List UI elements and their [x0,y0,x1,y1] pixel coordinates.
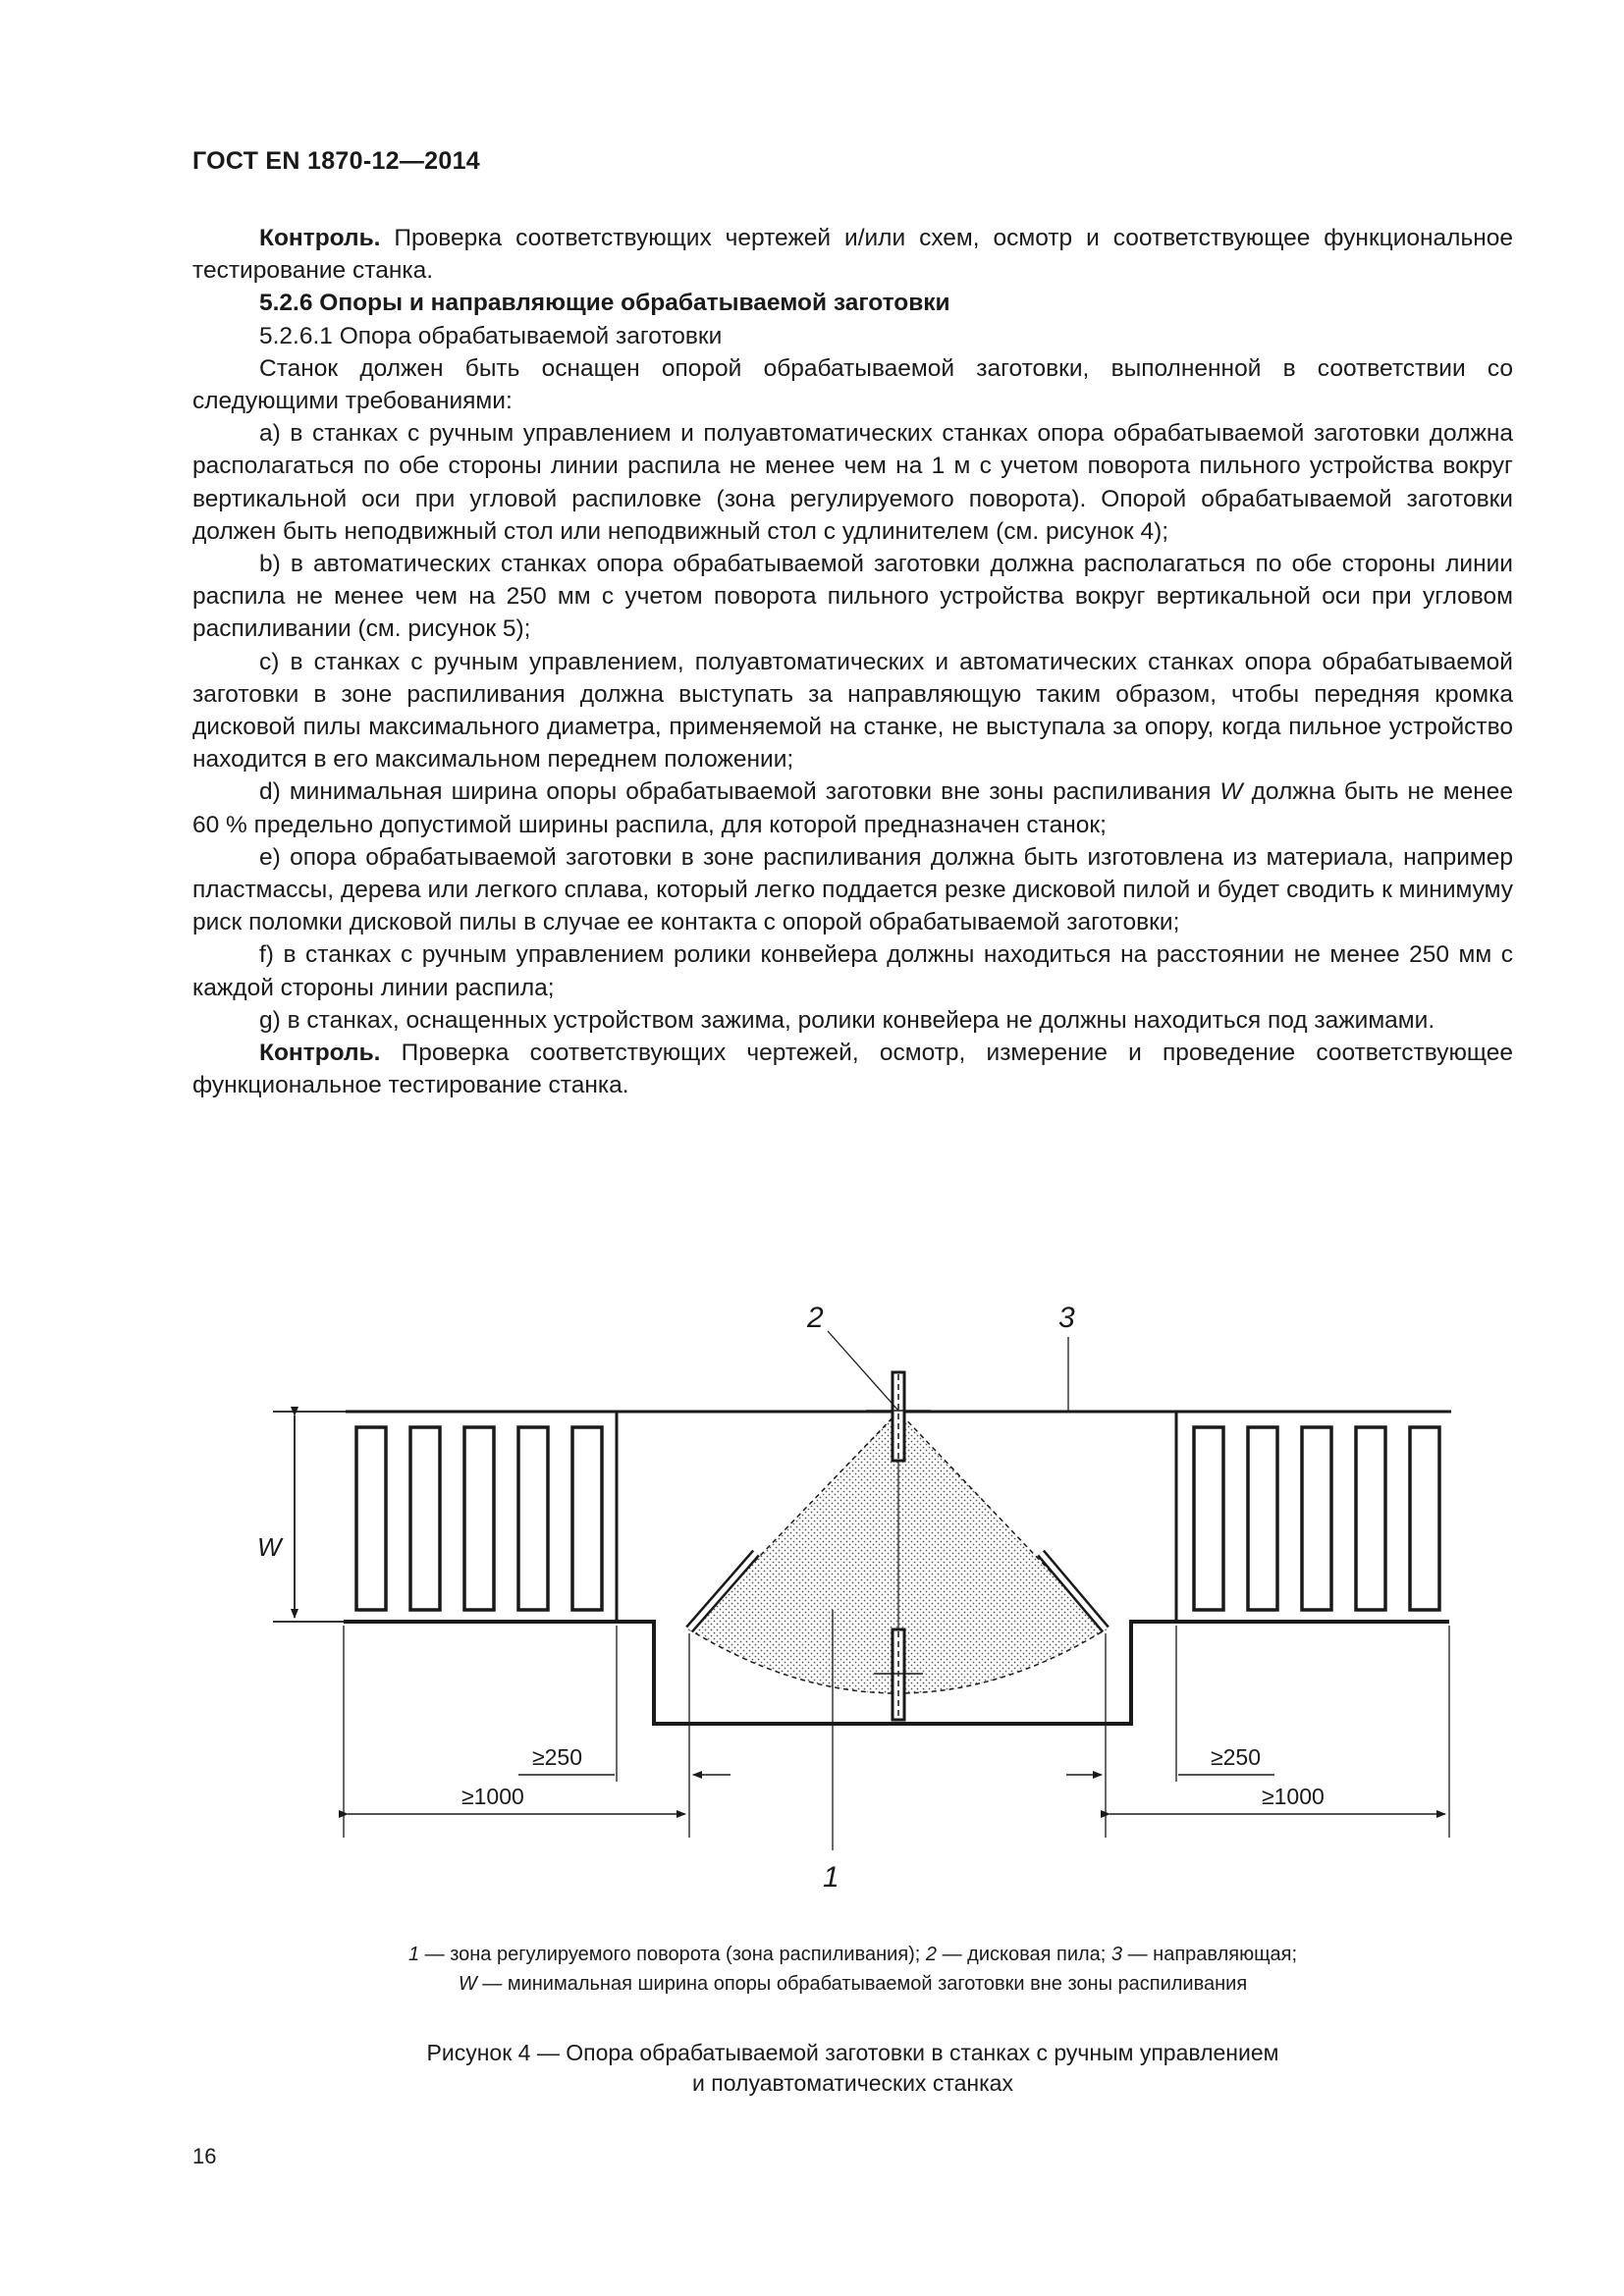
w-dimension [273,1412,346,1622]
item-d-w: W [1219,778,1243,806]
label-2: 2 [807,1302,824,1334]
control-text-2: Проверка соответствующих чертежей, осмотр, измерение и проведение соответствующее функциональное тестирование станка. [192,1040,1513,1099]
list-item-e: e) опора обрабатываемой заготовки в зоне распиливания должна быть изготовлена из материала, например пластмассы, дерева или легкого сплава, который легко поддается резке дисковой пилой и будет сводить к минимуму риск поломки дисковой пилы в случае ее контакта с опорой обрабатываемой заготовки; [192,843,1513,936]
figure-4-diagram [0,1276,1624,1924]
dim-1000-left: ≥1000 [461,1784,524,1809]
legend-text-1: — зона регулируемого поворота (зона распиливания); [419,1944,926,1965]
section-heading-5-2-6: 5.2.6 Опоры и направляющие обрабатываемой заготовки [259,290,950,317]
legend-num-2: 2 [925,1944,938,1965]
dim-1000-right: ≥1000 [1262,1784,1325,1809]
list-item-d [192,775,1513,840]
control-label-2: Контроль. [259,1040,381,1067]
caption-line-2: и полуавтоматических станках [692,2070,1013,2096]
figure-caption [192,2038,1513,2099]
caption-line-1: Рисунок 4 — Опора обрабатываемой заготовки в станках с ручным управлением [426,2040,1279,2065]
legend-line-2 [192,1969,1513,1999]
paragraph-control-1 [192,222,1513,287]
legend-text-3: — направляющая; [1122,1944,1298,1965]
page-number: 16 [192,2144,217,2168]
list-item-g: g) в станках, оснащенных устройством зажима, ролики конвейера не должны находиться под зажимами. [259,1006,1435,1034]
list-item-b: b) в автоматических станках опора обрабатываемой заготовки должна располагаться по обе стороны линии распила не менее чем на 250 мм с учетом поворота пильного устройства вокруг вертикальной оси при угловом распиливании (см. рисунок 5); [192,551,1513,643]
label-1: 1 [823,1861,839,1894]
figure-legend [192,1940,1513,1999]
legend-text-w: — минимальная ширина опоры обрабатываемой заготовки вне зоны распиливания [476,1973,1248,1995]
paragraph-control-2 [192,1037,1513,1101]
body-text [192,222,1513,1101]
control-label: Контроль. [259,225,381,251]
list-item-a: a) в станках с ручным управлением и полуавтоматических станках опора обрабатываемой заготовки должна располагаться по обе стороны линии распила не менее чем на 1 м с учетом поворота пильного устройства вокруг вертикальной оси при угловой распиловке (зона регулируемого поворота). Опорой обрабатываемой заготовки должен быть неподвижный стол или неподвижный стол с удлинителем (см. рисунок 4); [192,420,1513,545]
item-d-post: должна быть не менее 60 % предельно допустимой ширины распила, для которой предназначен станок; [192,778,1513,838]
roller-conveyor-left [356,1427,602,1610]
item-d-pre: d) минимальная ширина опоры обрабатываемой заготовки вне зоны распиливания [259,778,1220,806]
label-3: 3 [1058,1302,1075,1334]
list-item-c: c) в станках с ручным управлением, полуавтоматических и автоматических станках опора обрабатываемой заготовки в зоне распиливания должна выступать за направляющую таким образом, чтобы передняя кромка дисковой пилы максимального диаметра, применяемой на станке, не выступала за опору, когда пильное устройство находится в его максимальном переднем положении; [192,648,1513,774]
paragraph-intro: Станок должен быть оснащен опорой обрабатываемой заготовки, выполненной в соответствии со следующими требованиями: [192,354,1513,415]
document-header: ГОСТ EN 1870-12—2014 [192,147,480,175]
dim-250-right: ≥250 [1211,1744,1261,1770]
control-text: Проверка соответствующих чертежей и/или схем, осмотр и соответствующее функциональное тестирование станка. [192,225,1513,285]
legend-num-3: 3 [1110,1944,1123,1965]
label-w: W [257,1532,282,1562]
legend-num-1: 1 [407,1944,420,1965]
list-item-f: f) в станках с ручным управлением ролики конвейера должны находиться на расстоянии не менее 250 мм с каждой стороны линии распила; [192,941,1513,1001]
legend-text-2: — дисковая пила; [937,1944,1111,1965]
dim-250-left: ≥250 [532,1744,582,1770]
subsection-heading-5-2-6-1: 5.2.6.1 Опора обрабатываемой заготовки [259,322,723,349]
legend-w: W [458,1973,477,1995]
roller-conveyor-right [1194,1427,1439,1610]
legend-line-1 [192,1940,1513,1969]
